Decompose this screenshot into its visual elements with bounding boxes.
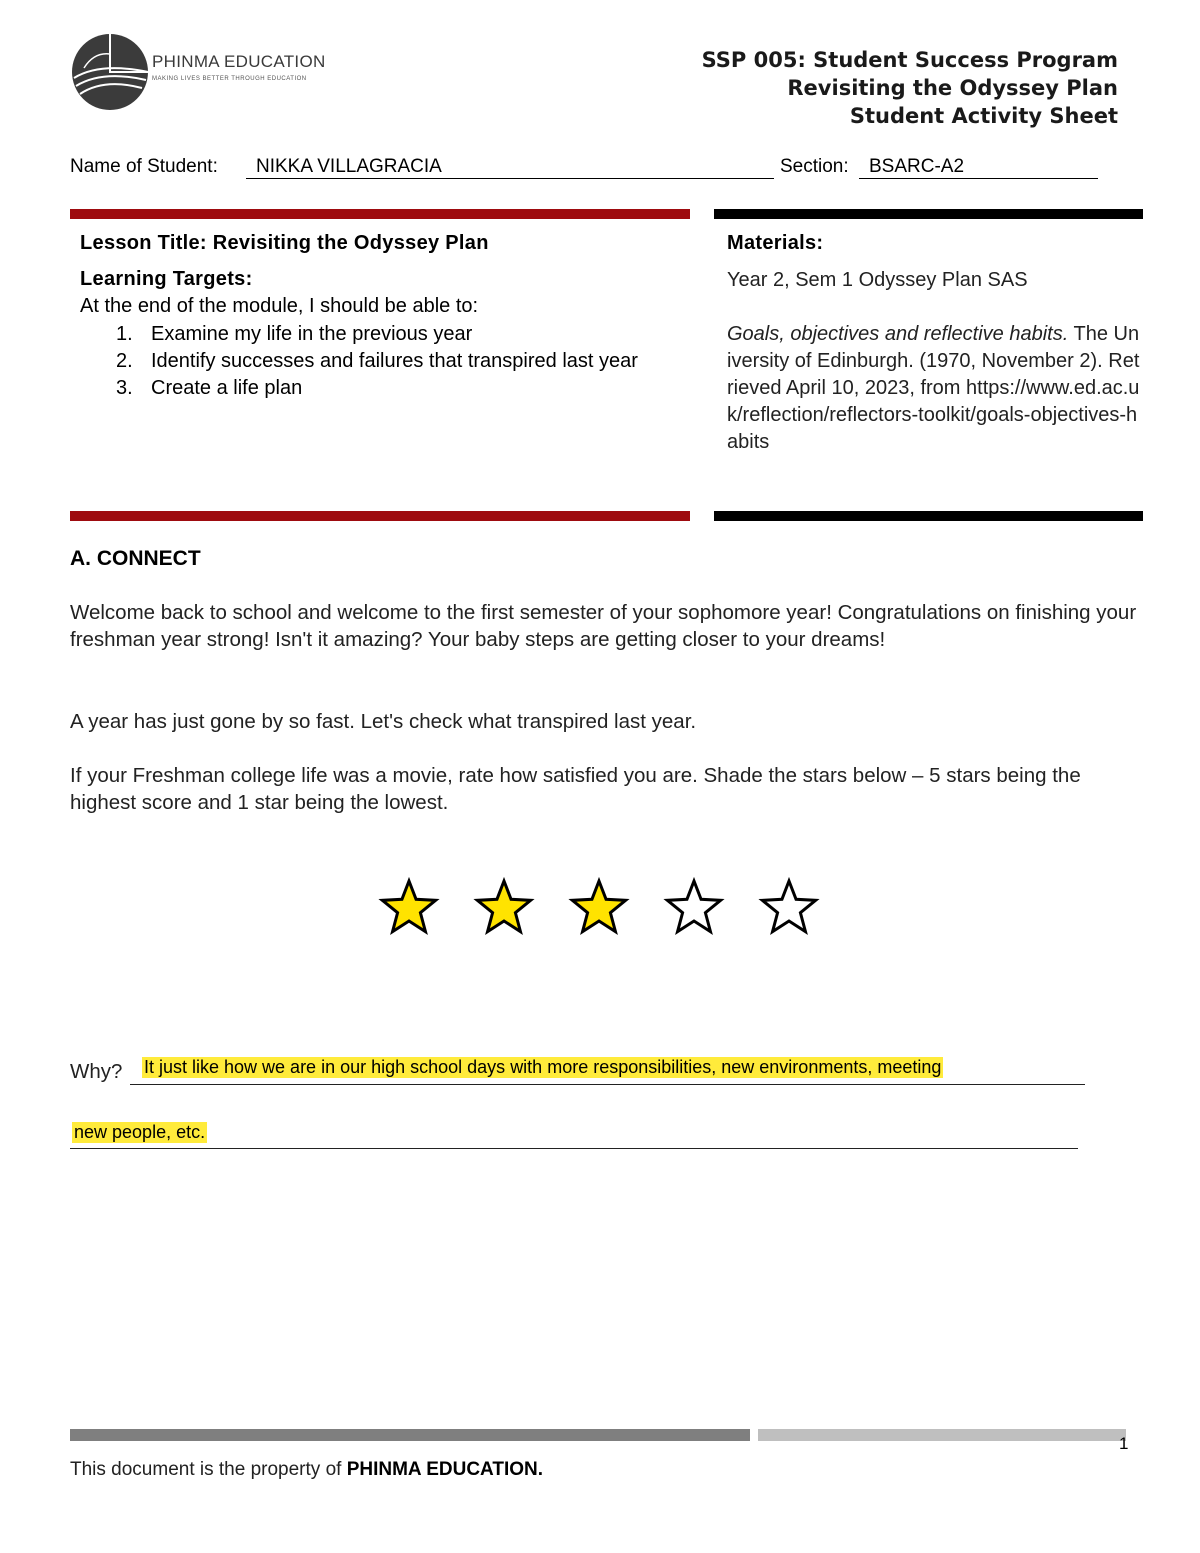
phinma-emblem-icon — [70, 32, 150, 112]
list-text: Identify successes and failures that transpired last year — [151, 350, 638, 372]
footer-text — [70, 1459, 543, 1481]
why-answer-line-2[interactable] — [70, 1124, 1078, 1149]
course-title: SSP 005: Student Success Program — [701, 48, 1118, 72]
footer-statement: This document is the property of — [70, 1459, 347, 1480]
materials-item: Year 2, Sem 1 Odyssey Plan SAS — [727, 269, 1028, 291]
list-number: 1. — [116, 323, 133, 345]
footer-bar-dark — [70, 1429, 750, 1441]
reference-title: Goals, objectives and reflective habits. — [727, 323, 1069, 345]
bottom-black-divider — [714, 511, 1143, 521]
star-filled-icon[interactable] — [473, 876, 535, 938]
list-text: Create a life plan — [151, 377, 303, 399]
learning-targets-list — [116, 321, 686, 402]
section-value: BSARC-A2 — [869, 156, 965, 177]
section-heading-connect: A. CONNECT — [70, 547, 201, 570]
connect-paragraph-2: A year has just gone by so fast. Let's check what transpired last year. — [70, 710, 697, 733]
connect-paragraph-1: Welcome back to school and welcome to the first semester of your sophomore year! Congratulations on finishing your freshman year strong! Isn't it amazing? Your baby steps are getting closer to your dreams! — [70, 601, 1137, 651]
why-answer-text-1: It just like how we are in our high school days with more responsibilities, new environments, meeting — [144, 1057, 942, 1077]
name-field[interactable] — [246, 156, 774, 179]
student-info-row — [70, 156, 1130, 182]
top-black-divider — [714, 209, 1143, 219]
page-number: 1 — [1119, 1434, 1129, 1453]
star-filled-icon[interactable] — [568, 876, 630, 938]
name-value: NIKKA VILLAGRACIA — [256, 156, 442, 177]
materials-heading: Materials: — [727, 232, 824, 254]
list-number: 2. — [116, 350, 133, 372]
sheet-title: Student Activity Sheet — [849, 104, 1118, 128]
star-filled-icon[interactable] — [378, 876, 440, 938]
section-field[interactable] — [859, 156, 1098, 179]
connect-paragraph-3: If your Freshman college life was a movie, rate how satisfied you are. Shade the stars below – 5 stars being the highest score and 1 star being the lowest. — [70, 764, 1081, 814]
learning-targets-heading: Learning Targets: — [80, 268, 253, 290]
phinma-logo — [70, 32, 330, 112]
materials-reference — [727, 321, 1142, 456]
footer-bar-light — [758, 1429, 1126, 1441]
list-number: 3. — [116, 377, 133, 399]
name-label: Name of Student: — [70, 156, 218, 177]
learning-targets-intro: At the end of the module, I should be able to: — [80, 295, 479, 317]
list-item — [116, 348, 686, 375]
reference-details: The University of Edinburgh. (1970, November 2). Retrieved April 10, 2023, from https://www.ed.ac.uk/reflection/reflectors-toolkit/goals-objectives-habits — [727, 323, 1140, 453]
star-empty-icon[interactable] — [758, 876, 820, 938]
star-rating[interactable] — [378, 876, 838, 938]
section-label: Section: — [780, 156, 849, 177]
top-red-divider — [70, 209, 690, 219]
list-text: Examine my life in the previous year — [151, 323, 473, 345]
bottom-red-divider — [70, 511, 690, 521]
module-title: Revisiting the Odyssey Plan — [787, 76, 1118, 100]
lesson-title: Lesson Title: Revisiting the Odyssey Plan — [80, 232, 489, 254]
why-answer-text-2: new people, etc. — [74, 1122, 206, 1142]
list-item — [116, 375, 686, 402]
logo-name: PHINMA EDUCATION — [152, 52, 326, 71]
logo-tagline: MAKING LIVES BETTER THROUGH EDUCATION — [152, 76, 307, 82]
footer-owner: PHINMA EDUCATION. — [346, 1459, 544, 1480]
why-label: Why? — [70, 1060, 123, 1083]
list-item — [116, 321, 686, 348]
star-empty-icon[interactable] — [663, 876, 725, 938]
